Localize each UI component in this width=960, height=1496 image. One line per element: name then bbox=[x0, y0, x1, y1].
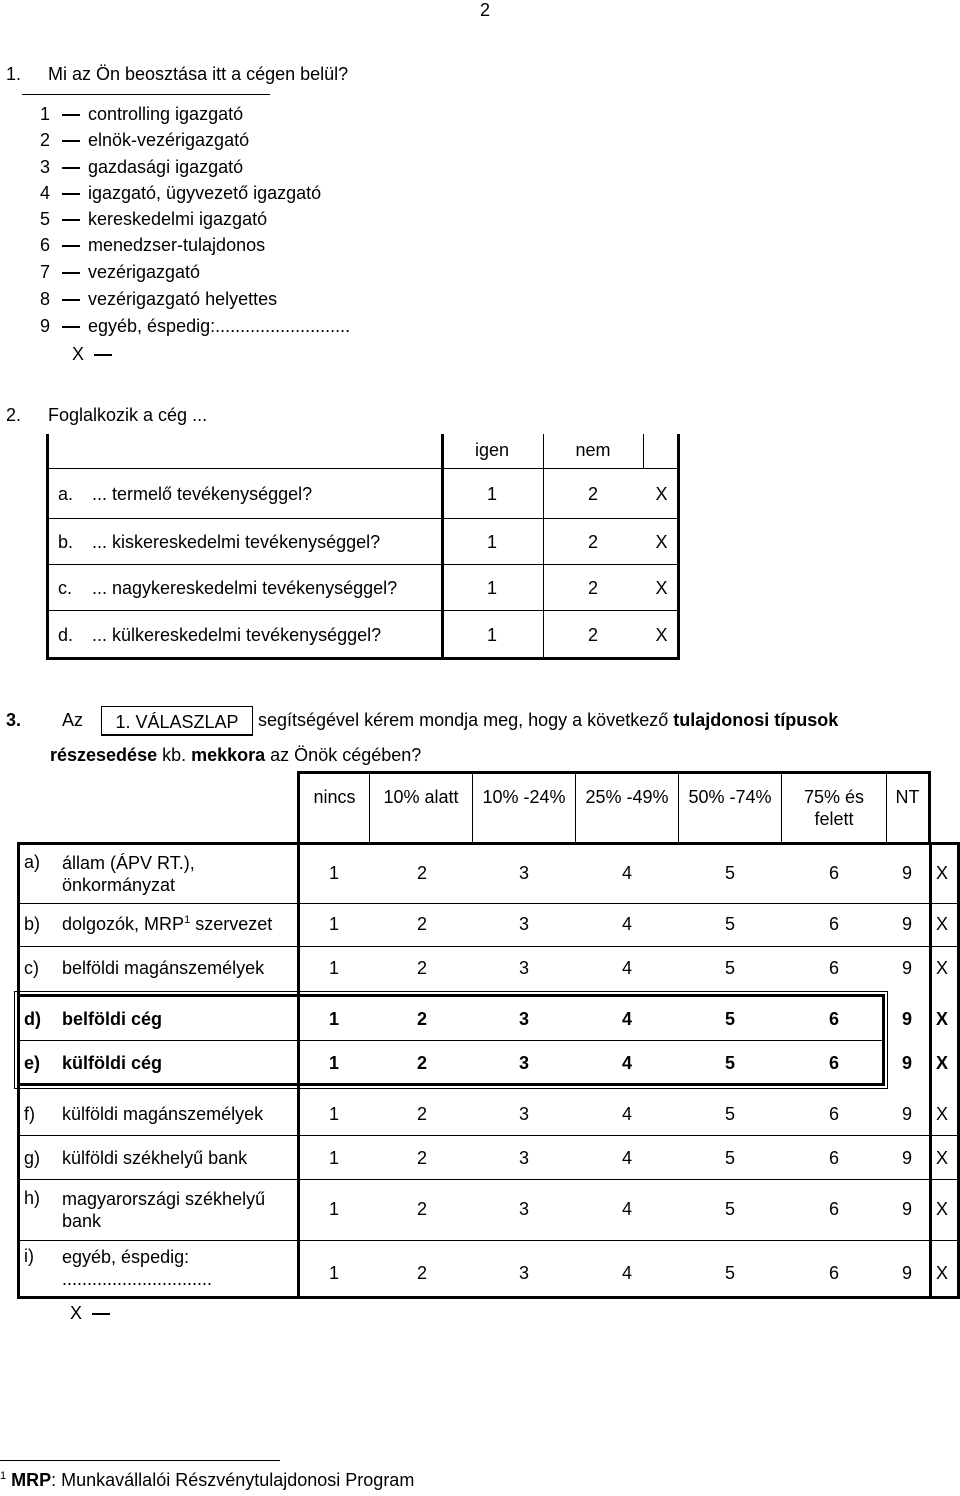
q1-option-code: X bbox=[72, 344, 85, 364]
q1-option-code: 4 bbox=[40, 183, 51, 203]
q2-number: 2. bbox=[6, 405, 22, 425]
q1-option-code: 7 bbox=[40, 262, 51, 282]
q2-x-code[interactable]: X bbox=[655, 625, 668, 645]
q3-row-letter: e) bbox=[24, 1053, 41, 1073]
q1-option-code: 9 bbox=[40, 316, 51, 336]
q3-answer-code[interactable]: 6 bbox=[828, 1199, 839, 1219]
q3-answer-code[interactable]: 4 bbox=[621, 1199, 632, 1219]
q1-title: Mi az Ön beosztása itt a cégen belül? bbox=[48, 64, 349, 84]
q3-answer-code[interactable]: 4 bbox=[621, 1104, 632, 1124]
q3-answer-code[interactable]: 4 bbox=[621, 863, 632, 883]
q3-answer-code[interactable]: 4 bbox=[621, 1148, 632, 1168]
q3-answer-code[interactable]: 5 bbox=[724, 1148, 735, 1168]
q3-answer-code[interactable]: 3 bbox=[518, 958, 529, 978]
footnote bbox=[0, 1470, 414, 1491]
dash bbox=[62, 193, 80, 195]
q3-answer-code[interactable]: 6 bbox=[828, 1263, 839, 1283]
q2-col-yes: igen bbox=[474, 440, 510, 460]
q2-title: Foglalkozik a cég ... bbox=[48, 405, 208, 425]
q3-row-letter: b) bbox=[24, 914, 41, 934]
q3-answer-code[interactable]: 2 bbox=[416, 1053, 427, 1073]
q3-answer-code[interactable]: 5 bbox=[724, 1263, 735, 1283]
q1-option-code: 6 bbox=[40, 235, 51, 255]
q3-answer-code[interactable]: 9 bbox=[901, 1104, 912, 1124]
q3-table-top bbox=[297, 771, 928, 774]
footnote-ref: 1 bbox=[184, 914, 191, 926]
q3-answer-code[interactable]: 3 bbox=[518, 1009, 529, 1029]
q3-answer-code[interactable]: 3 bbox=[518, 1104, 529, 1124]
q2-no-code[interactable]: 2 bbox=[587, 578, 598, 598]
q3-col-divider bbox=[369, 774, 370, 842]
dash bbox=[62, 167, 80, 169]
q3-answer-code[interactable]: 2 bbox=[416, 1263, 427, 1283]
q3-row-label: magyarországi székhelyű bank bbox=[62, 1189, 266, 1231]
footnote-text: : Munkavállalói Részvénytulajdonosi Program bbox=[51, 1470, 415, 1490]
q3-col-divider bbox=[678, 774, 679, 842]
q2-yes-code[interactable]: 1 bbox=[486, 625, 497, 645]
q3-answer-code[interactable]: 9 bbox=[901, 1199, 912, 1219]
q1-option-label: gazdasági igazgató bbox=[88, 157, 244, 177]
q1-number: 1. bbox=[6, 64, 22, 84]
dash bbox=[62, 140, 80, 142]
q3-answer-code[interactable]: 5 bbox=[724, 1009, 735, 1029]
q3-answer-code[interactable]: 5 bbox=[724, 1053, 735, 1073]
q3-answer-code[interactable]: X bbox=[935, 958, 948, 978]
q3-header: 10% alatt bbox=[383, 787, 459, 807]
q3-row-letter: h) bbox=[24, 1188, 41, 1208]
footnote-abbr: MRP bbox=[11, 1470, 52, 1490]
q3-header: 10% -24% bbox=[482, 787, 566, 807]
q3-answer-code[interactable]: 3 bbox=[518, 1053, 529, 1073]
q3-answer-code[interactable]: 4 bbox=[621, 1009, 632, 1029]
q3-answer-code[interactable]: 2 bbox=[416, 1199, 427, 1219]
dash bbox=[62, 326, 80, 328]
footnote-rule bbox=[0, 1460, 280, 1461]
q3-row-letter: d) bbox=[24, 1009, 41, 1029]
dash bbox=[62, 114, 80, 116]
q3-answer-code[interactable]: 2 bbox=[416, 863, 427, 883]
q1-option-label: egyéb, éspedig:........................... bbox=[88, 316, 351, 336]
q3-row-divider bbox=[17, 1135, 960, 1136]
q3-row-label: külföldi cég bbox=[62, 1053, 163, 1073]
q3-col-divider bbox=[781, 774, 782, 842]
q3-answer-code[interactable]: 6 bbox=[828, 958, 839, 978]
q2-row-text: ... külkereskedelmi tevékenységgel? bbox=[92, 625, 382, 645]
q3-row-divider bbox=[17, 1179, 960, 1180]
q3-row-label: belföldi magánszemélyek bbox=[62, 958, 265, 978]
q3-answer-code[interactable]: 3 bbox=[518, 863, 529, 883]
page-number: 2 bbox=[480, 0, 491, 20]
q3-question-line2 bbox=[50, 745, 421, 766]
q2-row-letter: b. bbox=[58, 532, 74, 552]
q1-option-code: 2 bbox=[40, 130, 51, 150]
dash bbox=[62, 299, 80, 301]
q3-row-letter: g) bbox=[24, 1148, 41, 1168]
q1-option-label: elnök-vezérigazgató bbox=[88, 130, 250, 150]
q1-option[interactable] bbox=[40, 235, 265, 261]
q3-answer-code[interactable]: 6 bbox=[828, 1104, 839, 1124]
q3-header: 75% és felett bbox=[803, 787, 865, 829]
q3-header: 50% -74% bbox=[688, 787, 772, 807]
q3-answer-code[interactable]: 6 bbox=[828, 914, 839, 934]
q3-col-divider bbox=[928, 771, 931, 842]
q3-col-divider bbox=[472, 774, 473, 842]
q3-answer-code[interactable]: 1 bbox=[328, 914, 339, 934]
q3-question-bold: részesedése bbox=[50, 745, 158, 765]
q3-row-divider bbox=[17, 1240, 960, 1241]
q3-answer-code[interactable]: X bbox=[935, 914, 948, 934]
q3-row-divider bbox=[17, 903, 960, 904]
q2-row-letter: c. bbox=[58, 578, 73, 598]
q3-answer-code[interactable]: 9 bbox=[901, 958, 912, 978]
q1-option-label: vezérigazgató helyettes bbox=[88, 289, 278, 309]
q3-other-x-code: X bbox=[70, 1303, 83, 1323]
q1-option-label: controlling igazgató bbox=[88, 104, 244, 124]
q1-heading bbox=[6, 64, 348, 85]
q3-answer-code[interactable]: 4 bbox=[621, 958, 632, 978]
q3-row-letter: a) bbox=[24, 852, 41, 872]
q1-option[interactable] bbox=[40, 262, 200, 288]
q3-answer-code[interactable]: 5 bbox=[724, 863, 735, 883]
q2-no-code[interactable]: 2 bbox=[587, 484, 598, 504]
q1-option-label: kereskedelmi igazgató bbox=[88, 209, 268, 229]
q3-answer-code[interactable]: X bbox=[935, 1053, 948, 1073]
q3-answer-code[interactable]: 4 bbox=[621, 1263, 632, 1283]
q3-answer-code[interactable]: 1 bbox=[328, 1263, 339, 1283]
q3-answer-code[interactable]: 2 bbox=[416, 1148, 427, 1168]
q3-az: Az bbox=[62, 710, 84, 730]
q3-answer-code[interactable]: 3 bbox=[518, 1148, 529, 1168]
q1-option[interactable] bbox=[40, 209, 267, 235]
q3-row-letter: f) bbox=[24, 1104, 35, 1124]
q1-option-code: 1 bbox=[40, 104, 51, 124]
q3-answer-code[interactable]: 5 bbox=[724, 914, 735, 934]
q3-answer-code[interactable]: 1 bbox=[328, 1053, 339, 1073]
q2-no-code[interactable]: 2 bbox=[587, 532, 598, 552]
q3-question-text: kb. bbox=[157, 745, 192, 765]
q2-x-code[interactable]: X bbox=[655, 532, 668, 552]
q3-answer-code[interactable]: 3 bbox=[518, 914, 529, 934]
q3-row-letter: c) bbox=[24, 958, 39, 978]
q3-question-text: az Önök cégében? bbox=[265, 745, 422, 765]
q3-row-divider bbox=[17, 842, 960, 845]
dash bbox=[92, 1313, 110, 1315]
q3-answer-code[interactable]: X bbox=[935, 863, 948, 883]
q3-answer-code[interactable]: 2 bbox=[416, 914, 427, 934]
q2-row-letter: a. bbox=[58, 484, 74, 504]
q2-row-letter: d. bbox=[58, 625, 74, 645]
footnote-mark: 1 bbox=[0, 1470, 7, 1482]
q3-row-label bbox=[62, 914, 272, 935]
q3-header: NT bbox=[895, 787, 920, 807]
q3-answer-code[interactable]: 4 bbox=[621, 1053, 632, 1073]
q2-heading bbox=[6, 405, 207, 426]
q3-question-text: segítségével kérem mondja meg, hogy a következő bbox=[258, 710, 674, 730]
q3-row-label: külföldi székhelyű bank bbox=[62, 1148, 248, 1168]
q3-answer-code[interactable]: 9 bbox=[901, 863, 912, 883]
q2-yes-code[interactable]: 1 bbox=[486, 484, 497, 504]
dash bbox=[62, 272, 80, 274]
q3-row-label: egyéb, éspedig: .............................. bbox=[62, 1247, 213, 1289]
q1-option[interactable] bbox=[40, 157, 243, 183]
dash bbox=[62, 219, 80, 221]
q1-option[interactable] bbox=[40, 316, 350, 342]
q3-row-letter: i) bbox=[24, 1246, 34, 1266]
q3-answer-code[interactable]: 6 bbox=[828, 1148, 839, 1168]
q3-answer-code[interactable]: 9 bbox=[901, 914, 912, 934]
q3-answer-code[interactable]: 9 bbox=[901, 1263, 912, 1283]
q3-answer-code[interactable]: 1 bbox=[328, 1104, 339, 1124]
q1-option-label: igazgató, ügyvezető igazgató bbox=[88, 183, 322, 203]
q3-answer-code[interactable]: X bbox=[935, 1199, 948, 1219]
q1-option-label: menedzser-tulajdonos bbox=[88, 235, 266, 255]
q3-answer-code[interactable]: 9 bbox=[901, 1009, 912, 1029]
q3-answer-code[interactable]: 2 bbox=[416, 1104, 427, 1124]
q3-row-label: állam (ÁPV RT.), önkormányzat bbox=[62, 853, 195, 895]
q3-answer-code[interactable]: 9 bbox=[901, 1053, 912, 1073]
q3-answer-code[interactable]: 4 bbox=[621, 914, 632, 934]
q3-answer-code[interactable]: X bbox=[935, 1009, 948, 1029]
q3-answer-code[interactable]: 2 bbox=[416, 1009, 427, 1029]
q3-answer-code[interactable]: 6 bbox=[828, 863, 839, 883]
q1-option[interactable] bbox=[40, 130, 249, 156]
q3-answer-code[interactable]: 1 bbox=[328, 1009, 339, 1029]
q2-row-text: ... termelő tevékenységgel? bbox=[92, 484, 313, 504]
q3-row-divider bbox=[17, 946, 960, 947]
q2-row-text: ... nagykereskedelmi tevékenységgel? bbox=[92, 578, 398, 598]
q3-other-x bbox=[70, 1303, 110, 1324]
q2-yes-code[interactable]: 1 bbox=[486, 532, 497, 552]
q2-col-no: nem bbox=[575, 440, 611, 460]
q3-answer-code[interactable]: 3 bbox=[518, 1263, 529, 1283]
q3-answer-code[interactable]: 3 bbox=[518, 1199, 529, 1219]
dash bbox=[94, 354, 112, 356]
q3-col-divider bbox=[575, 774, 576, 842]
q2-divider bbox=[46, 468, 680, 469]
q3-answer-code[interactable]: 1 bbox=[328, 1199, 339, 1219]
q1-option-code: 5 bbox=[40, 209, 51, 229]
q3-answer-code[interactable]: X bbox=[935, 1148, 948, 1168]
q3-answer-code[interactable]: X bbox=[935, 1104, 948, 1124]
q3-header: nincs bbox=[313, 787, 356, 807]
q3-answer-code[interactable]: 1 bbox=[328, 863, 339, 883]
q2-row-text: ... kiskereskedelmi tevékenységgel? bbox=[92, 532, 381, 552]
q3-answer-code[interactable]: 1 bbox=[328, 1148, 339, 1168]
q3-answer-code[interactable]: 6 bbox=[828, 1053, 839, 1073]
q3-card-box: 1. VÁLASZLAP bbox=[101, 706, 253, 736]
q3-row-label-text: dolgozók, MRP bbox=[62, 914, 185, 934]
q3-answer-code[interactable]: 5 bbox=[724, 1199, 735, 1219]
q3-col-divider bbox=[886, 774, 887, 842]
q3-answer-code[interactable]: 1 bbox=[328, 958, 339, 978]
q3-answer-code[interactable]: 5 bbox=[724, 958, 735, 978]
q3-question-bold: mekkora bbox=[191, 745, 266, 765]
q3-header: 25% -49% bbox=[585, 787, 669, 807]
q2-no-code[interactable]: 2 bbox=[587, 625, 598, 645]
q2-x-code[interactable]: X bbox=[655, 484, 668, 504]
q3-row-label: belföldi cég bbox=[62, 1009, 163, 1029]
q1-option[interactable] bbox=[40, 104, 243, 130]
q1-option[interactable] bbox=[72, 344, 120, 370]
q3-answer-code[interactable]: 2 bbox=[416, 958, 427, 978]
q2-yes-code[interactable]: 1 bbox=[486, 578, 497, 598]
q3-row-label-text: szervezet bbox=[190, 914, 273, 934]
q3-number: 3. bbox=[6, 710, 22, 730]
q3-answer-code[interactable]: 6 bbox=[828, 1009, 839, 1029]
q1-option-code: 3 bbox=[40, 157, 51, 177]
q1-option[interactable] bbox=[40, 289, 277, 315]
q3-answer-code[interactable]: X bbox=[935, 1263, 948, 1283]
q1-option-label: vezérigazgató bbox=[88, 262, 201, 282]
dash bbox=[62, 245, 80, 247]
q3-answer-code[interactable]: 9 bbox=[901, 1148, 912, 1168]
q3-question-line1 bbox=[258, 710, 838, 731]
q1-underline bbox=[22, 94, 270, 95]
q3-row-label: külföldi magánszemélyek bbox=[62, 1104, 264, 1124]
q1-option[interactable] bbox=[40, 183, 321, 209]
q3-table-bottom bbox=[17, 1296, 960, 1299]
q2-divider bbox=[643, 434, 644, 468]
q1-option-code: 8 bbox=[40, 289, 51, 309]
q2-x-code[interactable]: X bbox=[655, 578, 668, 598]
q3-question-bold: tulajdonosi típusok bbox=[673, 710, 839, 730]
q3-answer-code[interactable]: 5 bbox=[724, 1104, 735, 1124]
